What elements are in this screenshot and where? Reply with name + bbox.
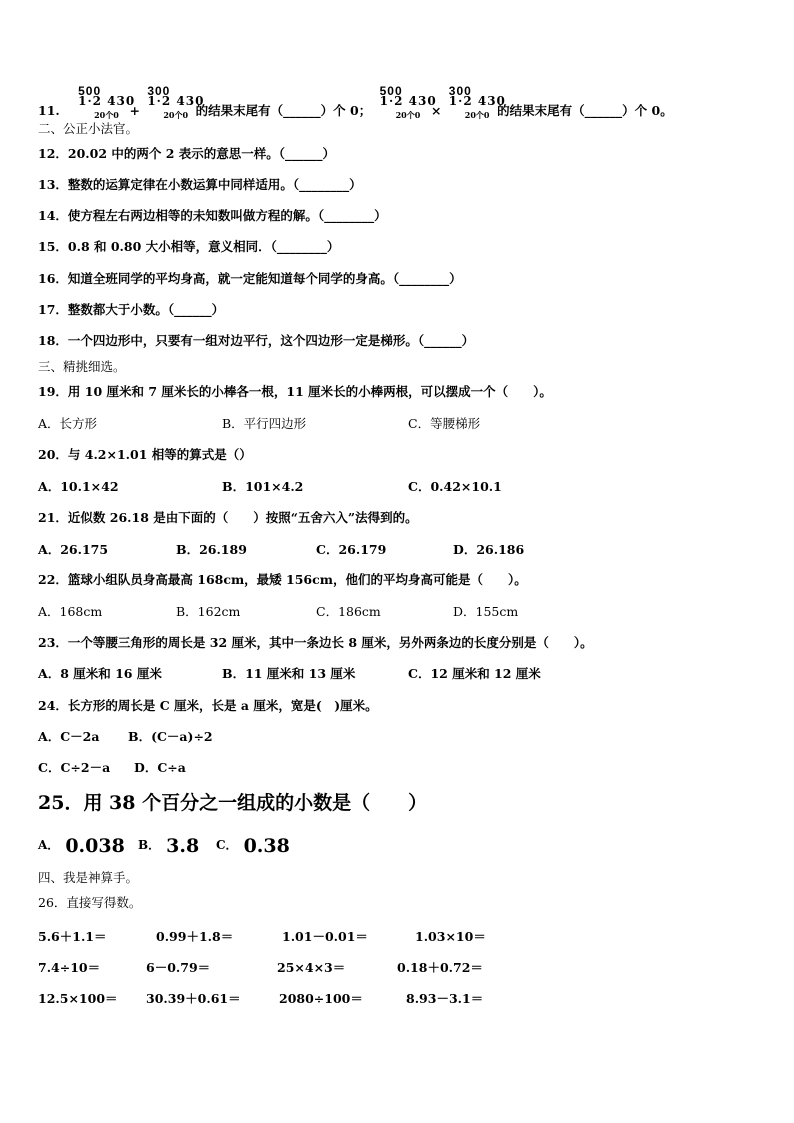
q11-sub-label: 20个0	[395, 110, 421, 120]
q23-option-a: A．8 厘米和 16 厘米	[38, 666, 162, 681]
q23-option-c: C．12 厘米和 12 厘米	[408, 666, 541, 681]
question-11	[38, 84, 673, 120]
q11-top-digits: 300	[448, 84, 472, 98]
q25-option-value: 0.38	[243, 835, 290, 857]
calc-r3-c3: 2080÷100＝	[279, 991, 363, 1006]
q11-mid-digits: 1·2 430	[78, 94, 136, 108]
question-25-stem: 25．用 38 个百分之一组成的小数是（ ）	[38, 792, 428, 814]
q20-option-b: B．101×4.2	[222, 479, 304, 494]
q11-sub-label: 20个0	[94, 110, 119, 120]
q25-option-letter: A．	[38, 838, 60, 852]
q11-expression-2	[147, 84, 205, 120]
q11-mid-digits: 1·2 430	[379, 94, 437, 108]
q11-expression-4	[448, 84, 506, 120]
q24-option-c: C．C÷2－a	[38, 760, 111, 775]
q25-option-value: 0.038	[65, 835, 125, 857]
q19-option-a: A．长方形	[38, 416, 98, 431]
question-26-stem: 26．直接写得数。	[38, 895, 142, 910]
q11-top-digits: 300	[147, 84, 171, 98]
q11-mid-digits: 1·2 430	[147, 94, 205, 108]
q20-option-a: A．10.1×42	[38, 479, 119, 494]
calc-r2-c2: 6－0.79＝	[146, 960, 211, 975]
section-heading-2: 二、公正小法官。	[38, 121, 139, 136]
question-18: 18．一个四边形中，只要有一组对边平行，这个四边形一定是梯形。（______）	[38, 333, 475, 348]
q24-option-a: A．C－2a	[38, 729, 100, 744]
q19-option-b: B．平行四边形	[222, 416, 307, 431]
q24-option-d: D．C÷a	[134, 760, 186, 775]
q25-option-c	[216, 834, 290, 858]
q25-option-value: 3.8	[166, 835, 200, 857]
question-15: 15．0.8 和 0.80 大小相等，意义相同．（________）	[38, 239, 340, 254]
question-22-stem: 22．篮球小组队员身高最高 168cm，最矮 156cm，他们的平均身高可能是（ ）。	[38, 572, 527, 587]
q20-option-c: C．0.42×10.1	[408, 479, 502, 494]
question-19-stem: 19．用 10 厘米和 7 厘米长的小棒各一根，11 厘米长的小棒两根，可以摆成一个（ ）。	[38, 384, 552, 399]
calc-r3-c1: 12.5×100＝	[38, 991, 118, 1006]
question-17: 17．整数都大于小数。（______）	[38, 302, 225, 317]
q25-option-a	[38, 834, 125, 858]
q22-option-c: C．186cm	[316, 604, 381, 619]
calc-r1-c4: 1.03×10＝	[415, 929, 486, 944]
question-13: 13．整数的运算定律在小数运算中同样适用。（________）	[38, 177, 362, 192]
q25-option-b	[138, 834, 199, 858]
q11-top-digits: 500	[78, 84, 102, 98]
q11-number: 11.	[38, 103, 60, 118]
calc-r2-c1: 7.4÷10＝	[38, 960, 101, 975]
q22-option-b: B．162cm	[176, 604, 241, 619]
question-12: 12．20.02 中的两个 2 表示的意思一样。（______）	[38, 146, 336, 161]
q21-option-d: D．26.186	[453, 542, 525, 557]
q11-sub-label: 20个0	[163, 110, 189, 120]
q21-option-a: A．26.175	[38, 542, 109, 557]
calc-r1-c2: 0.99＋1.8＝	[156, 929, 234, 944]
question-21-stem: 21．近似数 26.18 是由下面的（ ）按照“五舍六入”法得到的。	[38, 510, 418, 525]
q11-text-1: 的结果末尾有（______）个 0；	[195, 103, 372, 118]
q11-text-2: 的结果末尾有（______）个 0。	[497, 103, 673, 118]
q23-option-b: B．11 厘米和 13 厘米	[222, 666, 356, 681]
calc-r3-c4: 8.93－3.1＝	[406, 991, 484, 1006]
q11-times-sign: ×	[430, 103, 442, 118]
q25-option-letter: C．	[216, 838, 238, 852]
q21-option-c: C．26.179	[316, 542, 387, 557]
calc-r1-c1: 5.6＋1.1＝	[38, 929, 107, 944]
q24-option-b: B．(C－a)÷2	[128, 729, 213, 744]
calc-r2-c4: 0.18＋0.72＝	[397, 960, 483, 975]
question-20-stem: 20．与 4.2×1.01 相等的算式是（）	[38, 447, 252, 462]
calc-r3-c2: 30.39＋0.61＝	[146, 991, 241, 1006]
calc-r2-c3: 25×4×3＝	[277, 960, 346, 975]
q11-sub-label: 20个0	[464, 110, 490, 120]
q11-mid-digits: 1·2 430	[448, 94, 506, 108]
q11-expression-3	[379, 84, 437, 120]
q11-expression-1	[78, 84, 136, 120]
q25-option-letter: B．	[138, 838, 161, 852]
q22-option-a: A．168cm	[38, 604, 103, 619]
section-heading-3: 三、精挑细选。	[38, 359, 126, 374]
q11-plus-sign: +	[129, 103, 140, 118]
section-heading-4: 四、我是神算手。	[38, 870, 139, 885]
q19-option-c: C．等腰梯形	[408, 416, 481, 431]
question-24-stem: 24．长方形的周长是 C 厘米，长是 a 厘米，宽是( )厘米。	[38, 698, 378, 713]
question-23-stem: 23．一个等腰三角形的周长是 32 厘米，其中一条边长 8 厘米，另外两条边的长度分别是（ ）。	[38, 635, 593, 650]
q21-option-b: B．26.189	[176, 542, 247, 557]
q22-option-d: D．155cm	[453, 604, 519, 619]
question-16: 16．知道全班同学的平均身高，就一定能知道每个同学的身高。（________）	[38, 271, 462, 286]
question-14: 14．使方程左右两边相等的未知数叫做方程的解。（________）	[38, 208, 387, 223]
q11-top-digits: 500	[379, 84, 403, 98]
calc-r1-c3: 1.01－0.01＝	[282, 929, 368, 944]
